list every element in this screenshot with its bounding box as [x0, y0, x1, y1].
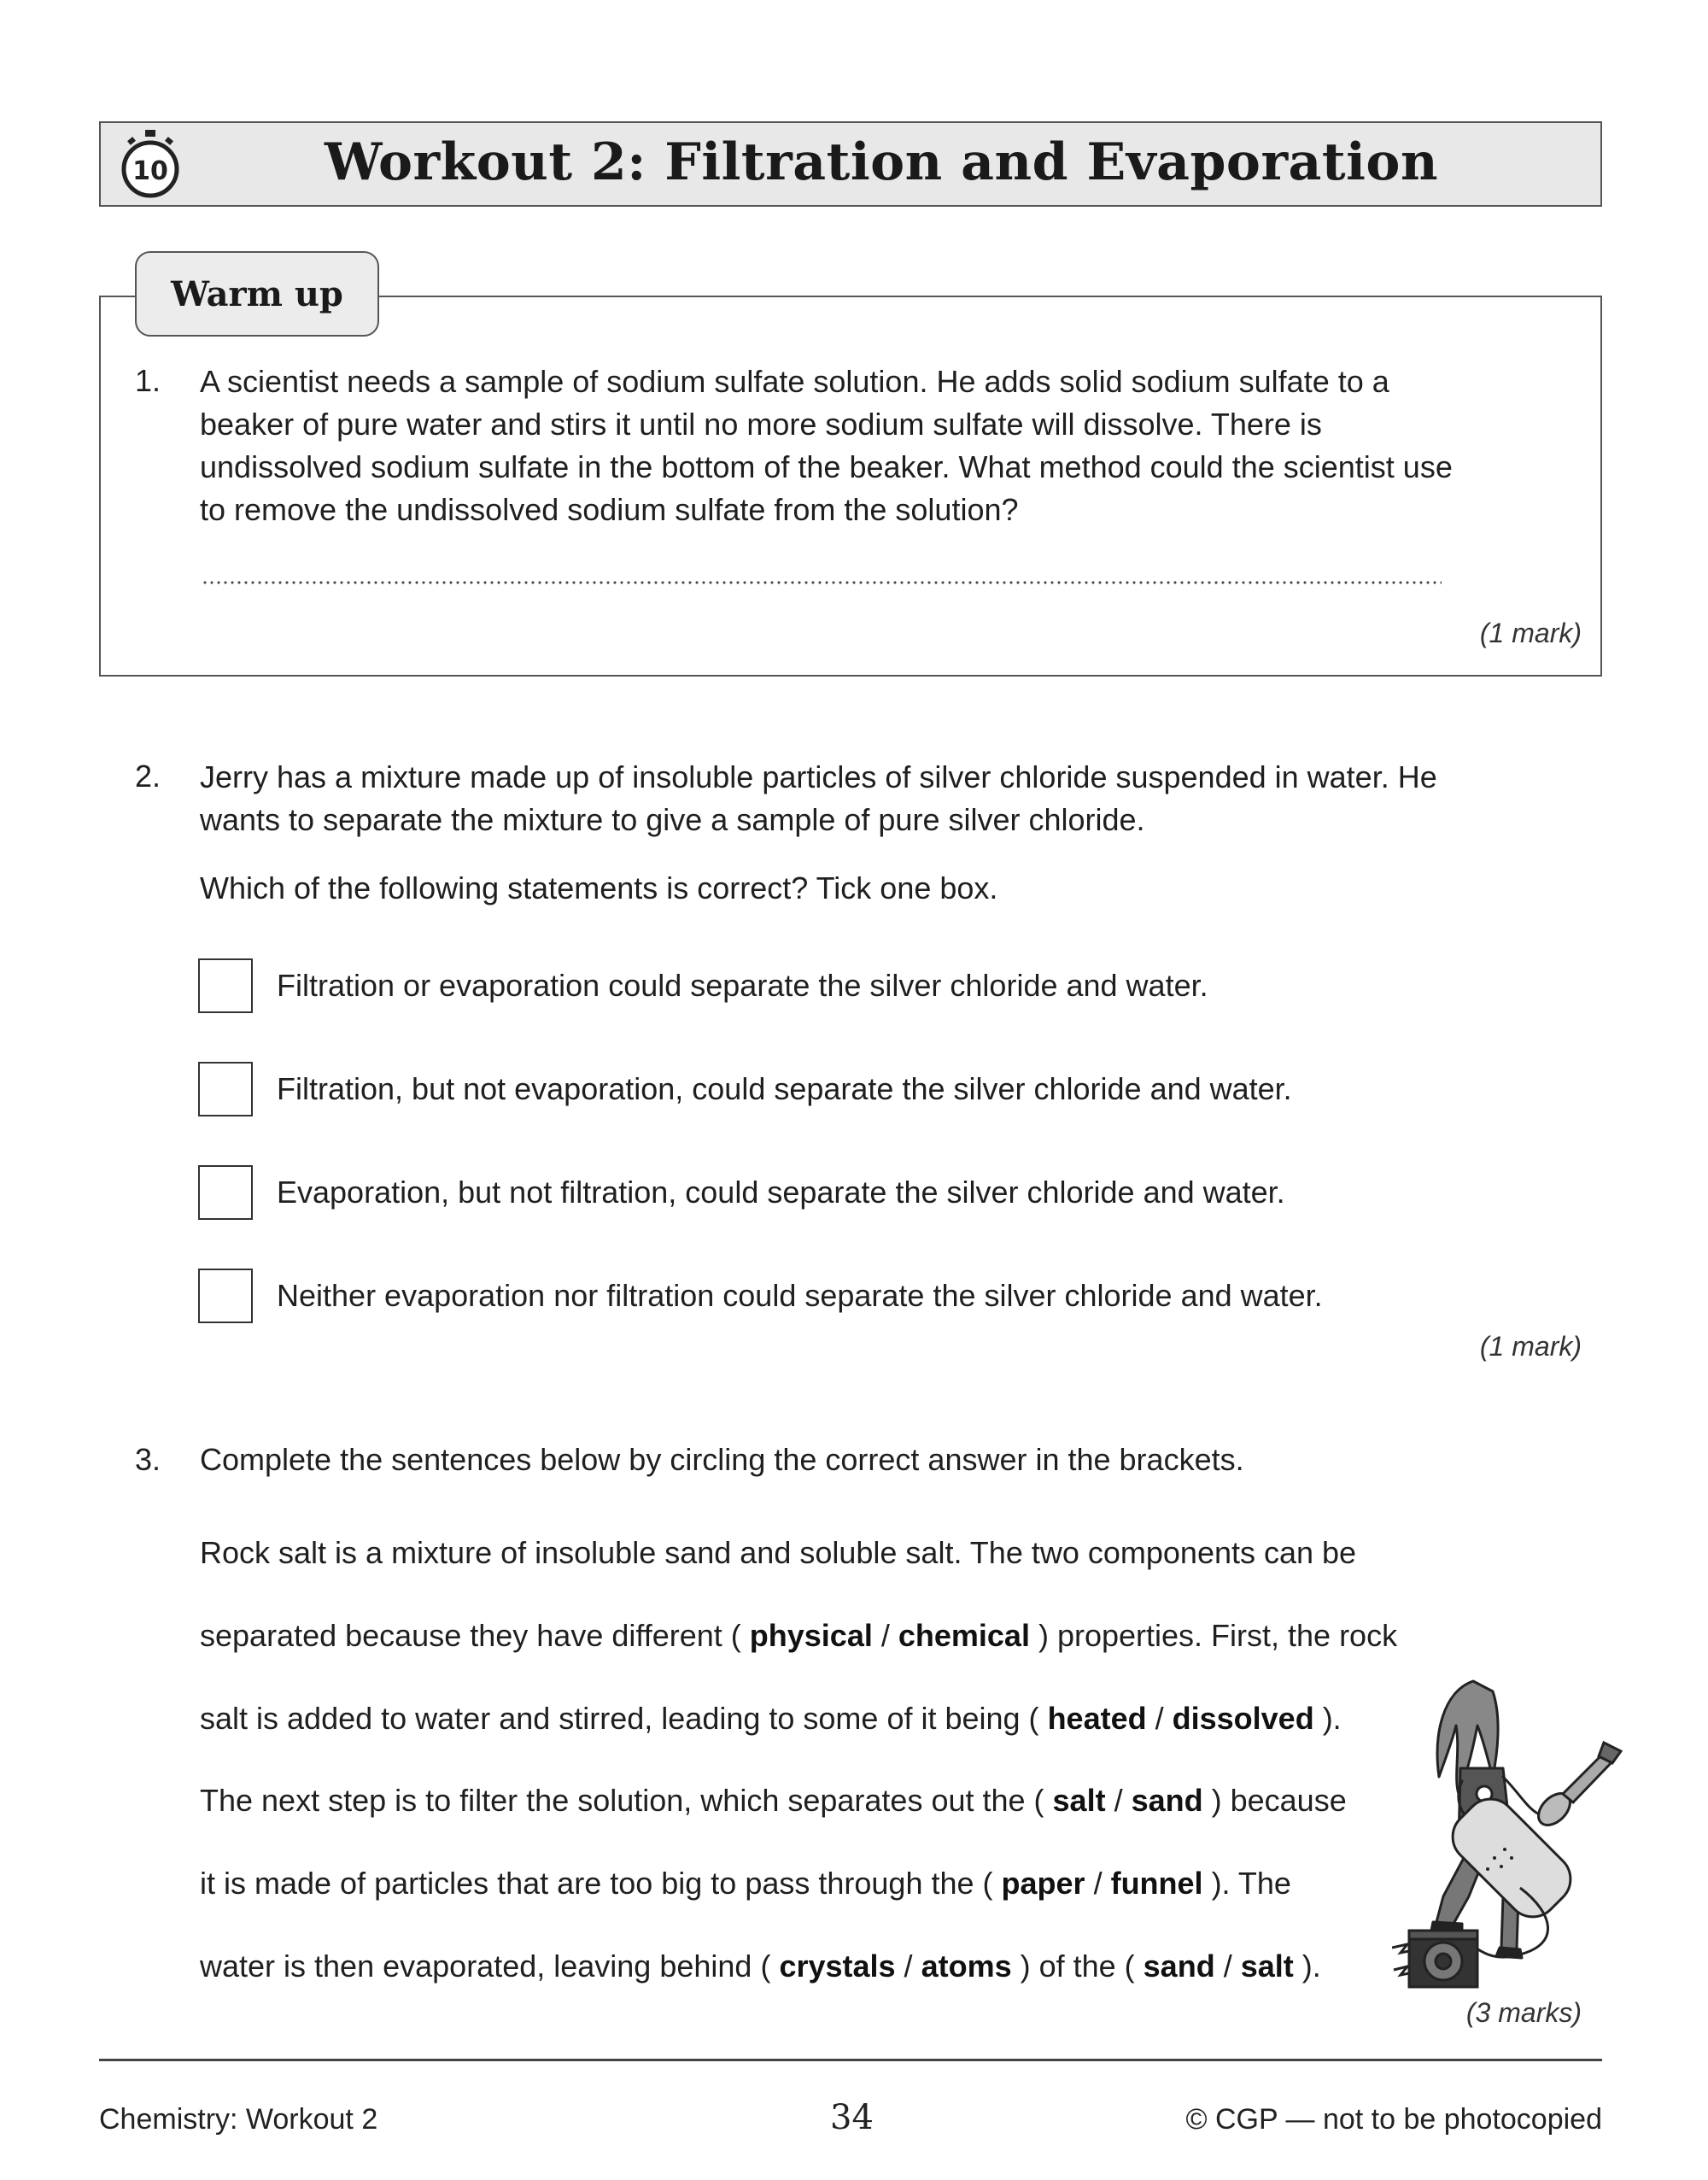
choice-atoms[interactable]: atoms [921, 1949, 1012, 1984]
choice-chemical[interactable]: chemical [898, 1618, 1030, 1653]
question-3-number: 3. [135, 1442, 161, 1477]
choice-salt[interactable]: salt [1052, 1783, 1106, 1818]
question-2-intro: Jerry has a mixture made up of insoluble particles of silver chloride suspended in water. He wants to separate the mixture to give a sample of pure silver chloride. [200, 759, 1437, 837]
separator: / [895, 1949, 921, 1984]
sentence-line-6 [200, 1949, 1321, 1984]
separator: / [1085, 1866, 1111, 1901]
warm-up-tab [135, 251, 379, 337]
option-1-text: Filtration or evaporation could separate the silver chloride and water. [277, 968, 1208, 1003]
stopwatch-icon [120, 128, 181, 200]
tick-box-option-3[interactable] [198, 1165, 253, 1220]
tick-box-option-2[interactable] [198, 1062, 253, 1116]
warm-up-label: Warm up [171, 273, 343, 314]
text: it is made of particles that are too big to pass through the ( [200, 1866, 1002, 1901]
sentence-line-1: Rock salt is a mixture of insoluble sand and soluble salt. The two components can be [200, 1535, 1357, 1570]
tick-box-option-1[interactable] [198, 958, 253, 1013]
option-2-text: Filtration, but not evaporation, could separate the silver chloride and water. [277, 1071, 1292, 1106]
footer-divider [99, 2059, 1602, 2061]
sentence-line-4 [200, 1783, 1347, 1819]
choice-dissolved[interactable]: dissolved [1172, 1701, 1314, 1736]
text: ). The [1202, 1866, 1291, 1901]
sentence-line-2 [200, 1618, 1397, 1654]
choice-salt-2[interactable]: salt [1240, 1949, 1294, 1984]
separator: / [1146, 1701, 1173, 1736]
choice-paper[interactable]: paper [1001, 1866, 1085, 1901]
question-2-prompt: Which of the following statements is correct? Tick one box. [200, 870, 998, 905]
choice-sand[interactable]: sand [1131, 1783, 1203, 1818]
option-3-text: Evaporation, but not filtration, could separate the silver chloride and water. [277, 1175, 1285, 1210]
footer-section-label: Chemistry: Workout 2 [99, 2103, 378, 2136]
choice-heated[interactable]: heated [1047, 1701, 1147, 1736]
question-3-marks: (3 marks) [1465, 1997, 1582, 2028]
choice-crystals[interactable]: crystals [779, 1949, 896, 1984]
question-1-text: A scientist needs a sample of sodium sulfate solution. He adds solid sodium sulfate to a beaker of pure water and stirs it until no more sodium sulfate will dissolve. There is undissolved sodium sulfate in the bottom of the beaker. What method could the scientist use to remove the undissolved sodium sulfate from the solution? [200, 364, 1453, 527]
text: separated because they have different ( [200, 1618, 750, 1653]
timer-minutes: 10 [132, 156, 168, 186]
question-2-marks: (1 mark) [1479, 1331, 1582, 1362]
choice-sand-2[interactable]: sand [1143, 1949, 1215, 1984]
text: water is then evaporated, leaving behind ( [200, 1949, 780, 1984]
option-4-text: Neither evaporation nor filtration could separate the silver chloride and water. [277, 1278, 1323, 1313]
text: ) properties. First, the rock [1029, 1618, 1398, 1653]
rocker-salt-shaker-illustration [1392, 1674, 1623, 1990]
text: salt is added to water and stirred, leading to some of it being ( [200, 1701, 1048, 1736]
text: ) of the ( [1011, 1949, 1144, 1984]
text: ). [1293, 1949, 1321, 1984]
question-2-number: 2. [135, 759, 161, 794]
choice-funnel[interactable]: funnel [1110, 1866, 1203, 1901]
tick-box-option-4[interactable] [198, 1269, 253, 1323]
question-1-marks: (1 mark) [1479, 618, 1582, 648]
copyright-notice: © CGP — not to be photocopied [1185, 2103, 1602, 2136]
question-3-instruction: Complete the sentences below by circling the correct answer in the brackets. [200, 1442, 1244, 1477]
question-1-number: 1. [135, 363, 161, 398]
text: The next step is to filter the solution, which separates out the ( [200, 1783, 1053, 1818]
separator: / [1214, 1949, 1241, 1984]
text: ) because [1202, 1783, 1347, 1818]
answer-line[interactable] [202, 581, 1442, 584]
page-number: 34 [830, 2098, 874, 2137]
sentence-line-3 [200, 1701, 1342, 1737]
page-title: Workout 2: Filtration and Evaporation [325, 132, 1439, 192]
separator: / [872, 1618, 898, 1653]
separator: / [1105, 1783, 1132, 1818]
choice-physical[interactable]: physical [749, 1618, 873, 1653]
text: ). [1313, 1701, 1342, 1736]
sentence-line-5 [200, 1866, 1291, 1902]
